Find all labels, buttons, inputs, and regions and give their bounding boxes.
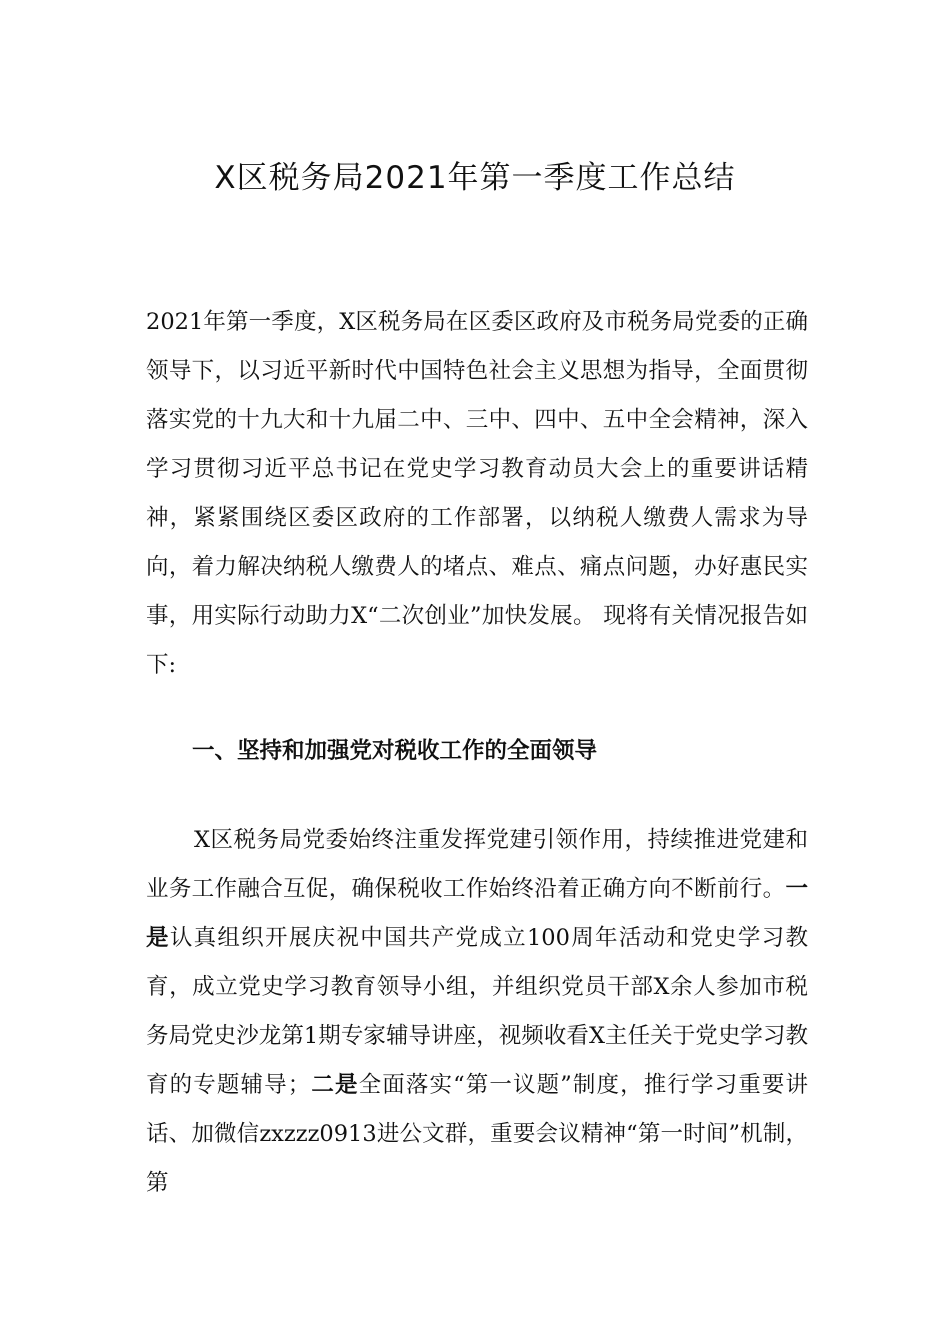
section-1-paragraph: [146, 816, 808, 1208]
section-1-heading: 一、坚持和加强党对税收工作的全面领导: [192, 738, 598, 764]
item-marker-1: 一是: [146, 876, 808, 951]
section-1-lead-text: X区税务局党委始终注重发挥党建引领作用，持续推进党建和业务工作融合互促，确保税收工作始终沿着正确方向不断前行。: [146, 827, 808, 902]
item-1-text: 认真组织开展庆祝中国共产党成立100周年活动和党史学习教育，成立党史学习教育领导小组，并组织党员干部X余人参加市税务局党史沙龙第1期专家辅导讲座，视频收看X主任关于党史学习教育的专题辅导；: [146, 925, 808, 1098]
item-2-text: 全面落实“第一议题”制度，推行学习重要讲话、加微信zxzzz0913进公文群，重要会议精神“第一时间”机制，第: [146, 1072, 808, 1196]
intro-paragraph: 2021年第一季度，X区税务局在区委区政府及市税务局党委的正确领导下，以习近平新时代中国特色社会主义思想为指导，全面贯彻落实党的十九大和十九届二中、三中、四中、五中全会精神，深入学习贯彻习近平总书记在党史学习教育动员大会上的重要讲话精神，紧紧围绕区委区政府的工作部署，以纳税人缴费人需求为导向，着力解决纳税人缴费人的堵点、难点、痛点问题，办好惠民实事，用实际行动助力X“二次创业”加快发展。 现将有关情况报告如下:: [146, 309, 808, 678]
item-marker-2: 二是: [310, 1072, 359, 1098]
document-title: X区税务局2021年第一季度工作总结: [214, 160, 736, 196]
